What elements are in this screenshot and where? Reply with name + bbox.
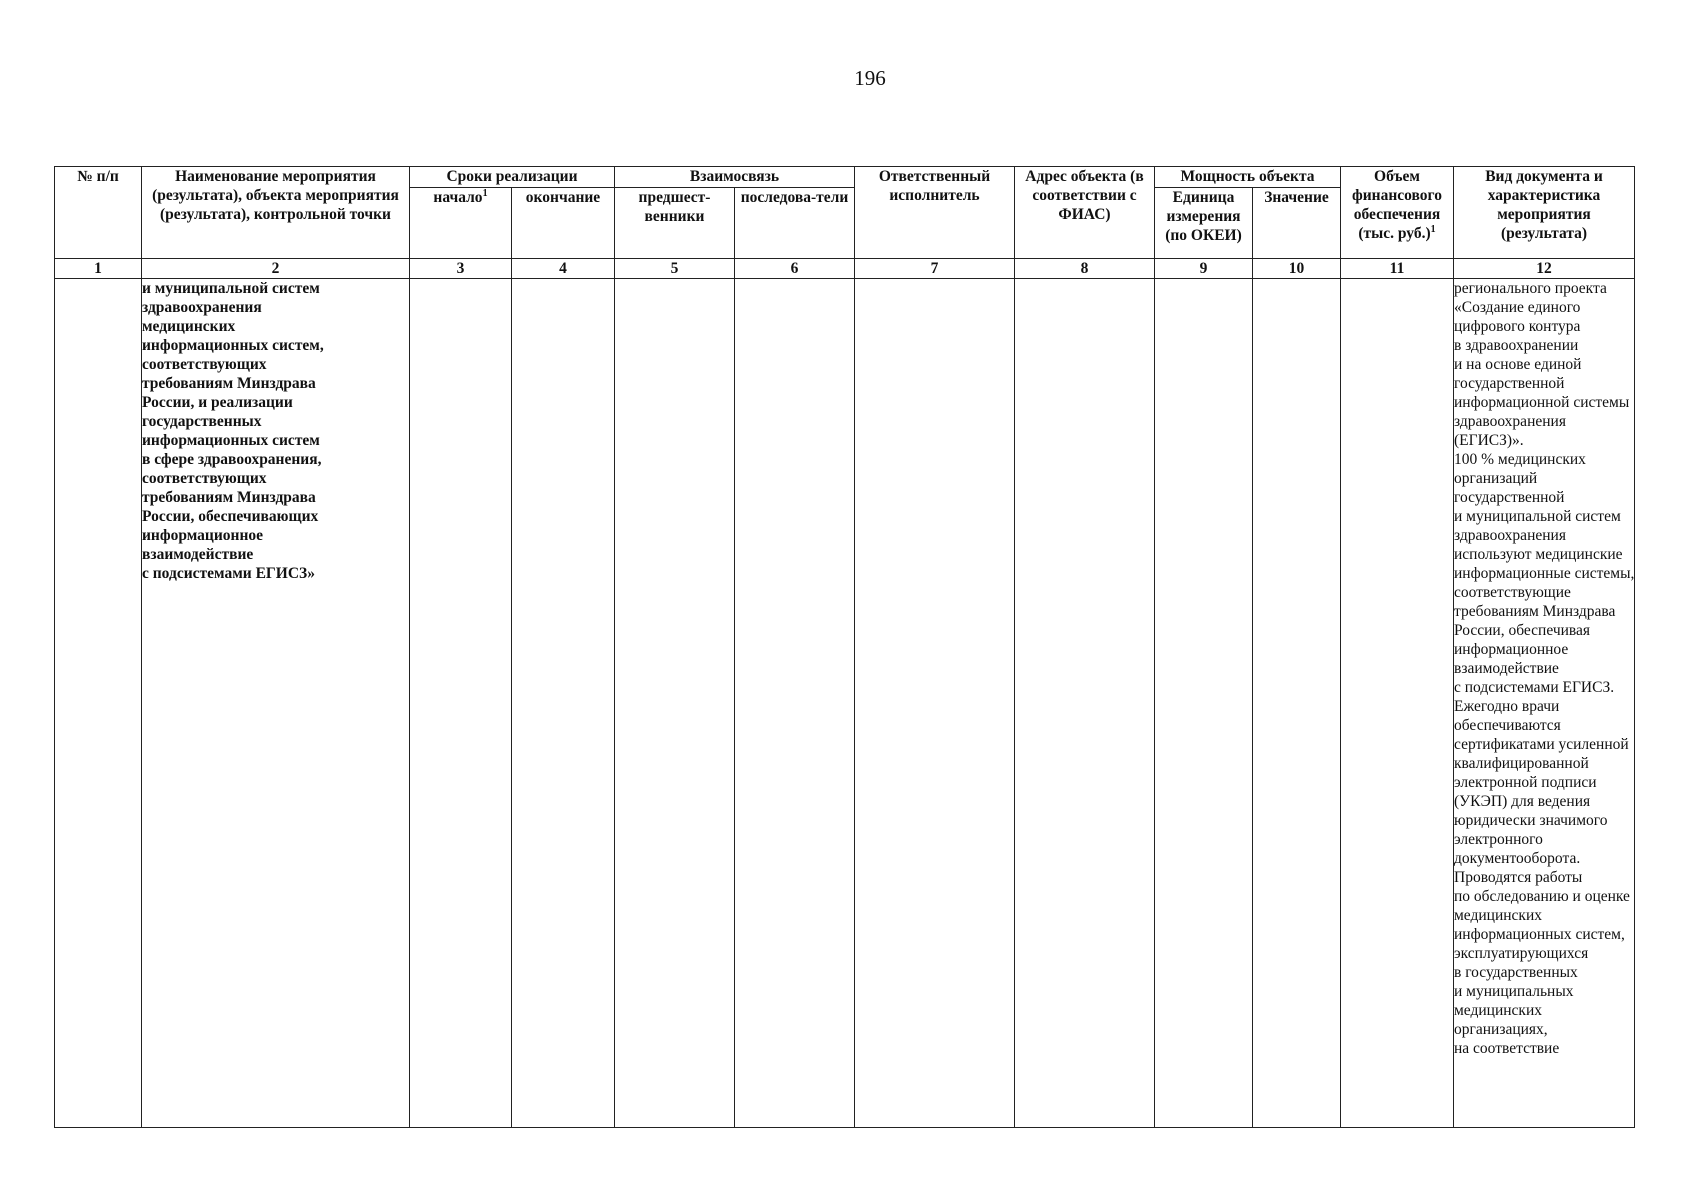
doc-line: с подсистемами ЕГИСЗ. <box>1454 679 1615 696</box>
header-relation-group: Взаимосвязь <box>615 167 855 188</box>
column-number: 6 <box>735 259 855 279</box>
page-number: 196 <box>854 66 886 90</box>
doc-line: информационное <box>1454 641 1569 658</box>
header-volume-text: Объем финансового обеспечения (тыс. руб.) <box>1352 168 1442 242</box>
doc-line: обеспечиваются <box>1454 717 1561 734</box>
doc-line: медицинских <box>1454 907 1543 924</box>
cell-successors <box>735 279 855 1128</box>
name-line: здравоохранения <box>142 299 262 316</box>
doc-line: информационные системы, <box>1454 565 1635 582</box>
cell-value <box>1253 279 1341 1128</box>
cell-name <box>142 279 410 1128</box>
doc-line: на соответствие <box>1454 1040 1560 1057</box>
name-line: соответствующих <box>142 470 267 487</box>
doc-line: организациях, <box>1454 1021 1548 1038</box>
header-unit: Единица измерения (по ОКЕИ) <box>1155 188 1253 259</box>
doc-line: в здравоохранении <box>1454 337 1579 354</box>
table-row <box>55 279 1635 1128</box>
column-number: 12 <box>1454 259 1635 279</box>
doc-line: государственной <box>1454 375 1565 392</box>
header-value: Значение <box>1253 188 1341 259</box>
doc-line: используют медицинские <box>1454 546 1623 563</box>
column-number: 8 <box>1015 259 1155 279</box>
header-predecessors: предшест-венники <box>615 188 735 259</box>
doc-line: и муниципальных <box>1454 983 1574 1000</box>
name-line: в сфере здравоохранения, <box>142 451 322 468</box>
header-start-text: начало <box>433 189 483 206</box>
cell-end <box>512 279 615 1128</box>
column-number: 7 <box>855 259 1015 279</box>
header-end: окончание <box>512 188 615 259</box>
name-line: информационных систем, <box>142 337 324 354</box>
name-line: требованиям Минздрава <box>142 489 316 506</box>
doc-line: по обследованию и оценке <box>1454 888 1630 905</box>
doc-line: государственной <box>1454 489 1565 506</box>
doc-line: электронной подписи <box>1454 774 1597 791</box>
cell-responsible <box>855 279 1015 1128</box>
cell-start <box>410 279 512 1128</box>
doc-line: квалифицированной <box>1454 755 1589 772</box>
doc-line: медицинских <box>1454 1002 1543 1019</box>
header-start <box>410 188 512 259</box>
column-number: 9 <box>1155 259 1253 279</box>
doc-line: информационной системы <box>1454 394 1630 411</box>
doc-line: документооборота. <box>1454 850 1581 867</box>
doc-line: «Создание единого <box>1454 299 1581 316</box>
column-number: 3 <box>410 259 512 279</box>
column-number: 2 <box>142 259 410 279</box>
name-line: и муниципальной систем <box>142 280 320 297</box>
name-line: медицинских <box>142 318 236 335</box>
name-line: требованиям Минздрава <box>142 375 316 392</box>
header-address: Адрес объекта (в соответствии с ФИАС) <box>1015 167 1155 259</box>
doc-line: 100 % медицинских <box>1454 451 1586 468</box>
name-line: соответствующих <box>142 356 267 373</box>
doc-line: соответствующие <box>1454 584 1571 601</box>
doc-line: информационных систем, <box>1454 926 1625 943</box>
doc-line: здравоохранения <box>1454 413 1566 430</box>
cell-no <box>55 279 142 1128</box>
doc-line: (УКЭП) для ведения <box>1454 793 1591 810</box>
column-number: 11 <box>1341 259 1454 279</box>
name-line: с подсистемами ЕГИСЗ» <box>142 565 315 582</box>
cell-address <box>1015 279 1155 1128</box>
column-number: 10 <box>1253 259 1341 279</box>
name-line: информационных систем <box>142 432 320 449</box>
doc-line: электронного <box>1454 831 1543 848</box>
doc-line: юридически значимого <box>1454 812 1608 829</box>
cell-document <box>1454 279 1635 1128</box>
doc-line: России, обеспечивая <box>1454 622 1591 639</box>
doc-line: в государственных <box>1454 964 1578 981</box>
doc-line: цифрового контура <box>1454 318 1581 335</box>
header-name: Наименование мероприятия (результата), объекта мероприятия (результата), контрольной точки <box>142 167 410 259</box>
header-volume <box>1341 167 1454 259</box>
name-line: России, и реализации <box>142 394 293 411</box>
cell-volume <box>1341 279 1454 1128</box>
column-number: 1 <box>55 259 142 279</box>
header-terms-group: Сроки реализации <box>410 167 615 188</box>
doc-line: регионального проекта <box>1454 280 1607 297</box>
column-number: 4 <box>512 259 615 279</box>
header-document: Вид документа и характеристика мероприятия (результата) <box>1454 167 1635 259</box>
doc-line: (ЕГИСЗ)». <box>1454 432 1524 449</box>
doc-line: и на основе единой <box>1454 356 1582 373</box>
header-successors: последова-тели <box>735 188 855 259</box>
header-start-footnote: 1 <box>482 187 488 199</box>
column-number: 5 <box>615 259 735 279</box>
name-line: государственных <box>142 413 262 430</box>
cell-unit <box>1155 279 1253 1128</box>
doc-line: здравоохранения <box>1454 527 1566 544</box>
header-volume-footnote: 1 <box>1430 223 1436 235</box>
doc-line: требованиям Минздрава <box>1454 603 1616 620</box>
doc-line: взаимодействие <box>1454 660 1559 677</box>
header-capacity-group: Мощность объекта <box>1155 167 1341 188</box>
cell-predecessors <box>615 279 735 1128</box>
header-responsible: Ответственный исполнитель <box>855 167 1015 259</box>
name-line: взаимодействие <box>142 546 254 563</box>
doc-line: и муниципальной систем <box>1454 508 1621 525</box>
doc-line: сертификатами усиленной <box>1454 736 1629 753</box>
doc-line: эксплуатирующихся <box>1454 945 1589 962</box>
doc-line: Проводятся работы <box>1454 869 1583 886</box>
name-line: России, обеспечивающих <box>142 508 319 525</box>
doc-line: организаций <box>1454 470 1538 487</box>
name-line: информационное <box>142 527 264 544</box>
doc-line: Ежегодно врачи <box>1454 698 1560 715</box>
header-no: № п/п <box>55 167 142 259</box>
measures-table <box>54 166 1635 1128</box>
